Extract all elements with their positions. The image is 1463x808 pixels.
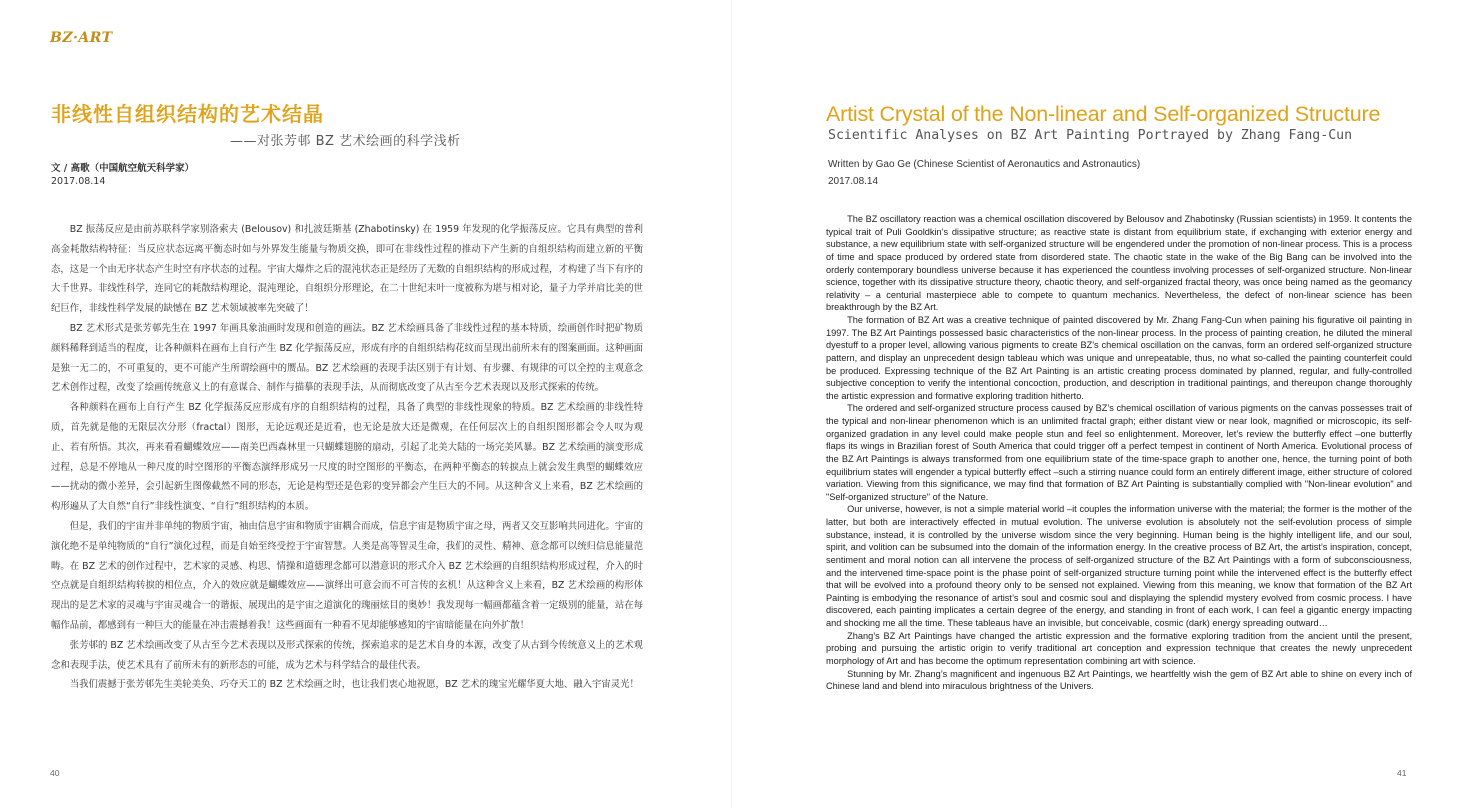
paragraph: The ordered and self-organized structure process caused by BZ’s chemical oscillation of various pigments on the canvas possesses trait of the typical and non-linear phenomenon which is an unlimited fractal graph; either distant view or near look, magnified or microscopic, its self-organized gradation in any level could make people stun and feel so enlightenment. Moreover, let’s review the butterfly effect –one butterfly flaps its wings in Brazilian forest of South America that could trigger off a perfect tempest in continent of North America. Evolutional process of the BZ Art Paintings is always transformed from one equilibrium state of the time-space graph to another one, hence, the turning point of both equilibrium states will engender a typical butterfly effect –such a stirring nuance could form an entirely different image, either structure of colored variation. Viewing from this significance, we may find that formation of BZ Art Painting is substantially complied with "Non-linear evolution" and "Self-organized structure" of the Nature. <box>826 403 1412 502</box>
paragraph: The formation of BZ Art was a creative technique of painted discovered by Mr. Zhang Fang-Cun when paining his figurative oil painting in 1997. The BZ Art Paintings possessed basic characteristics of the non-linear process. In the process of painting creation, he diluted the mineral dyestuff to a proper level, allowing various pigments to create BZ’s chemical oscillation on the canvas, form an ordered self-organized structure pattern, and display an unprecedent design tableau which was unique and unrepeatable, thus, no what so-called the painting counterfeit could be produced. Expressing technique of the BZ Art Painting is an artistic creating process dominated by planned, regular, and fully-controlled subjective conception to verify the intentional concoction, production, and description in traditional paintings, and thereupon change thoroughly the artistic expression and formative exploring tradition hitherto. <box>826 315 1412 401</box>
paragraph: 但是，我们的宇宙并非单纯的物质宇宙，袖由信息宇宙和物质宇宙耦合而成，信息宇宙是物质宇宙之母，两者又交互影响共同进化。宇宙的演化绝不是单纯物质的“自行”演化过程，而是自始至终受控于宇宙智慧。人类是高等智灵生命，我们的灵性、精神、意念都可以统归信息能量范畴。在 BZ 艺术的创作过程中，艺术家的灵感、构思、情操和道德理念都可以潜意识的形式介入 BZ 艺术绘画的自组织结构形成过程，介入的时空点就是自组织结构转捩的相位点，介入的效应就是蝴蝶效应——演绎出可意会而不可言传的玄机！从这种含义上来看，BZ 艺术绘画的构形体现出的是艺术家的灵魂与宇宙灵魂合一的谐振、展现出的是宇宙之道演化的瑰丽炫目的奥妙！我发现每一幅画都蕴含着一定级别的能量，站在每幅作品前，都感到有一种巨大的能量在冲击震撼着我！这些画面有一种看不见却能够感知的宇宙暗能量在向外扩散！ <box>51 520 643 631</box>
date-english: 2017.08.14 <box>828 176 879 187</box>
paragraph: 当我们震撼于张芳邨先生美轮美奂、巧夺天工的 BZ 艺术绘画之时，也让我们衷心地祝愿，BZ 艺术的瑰宝光耀华夏大地、融入宇宙灵光！ <box>69 679 639 691</box>
paragraph: BZ 振荡反应是由前苏联科学家别洛索夫 (Belousov) 和扎波廷斯基 (Zhabotinsky) 在 1959 年发现的化学振荡反应。它具有典型的普利高金耗散结构特征：当反应状态远离平衡态时如与外界发生能量与物质交换，即可在非线性过程的推动下产生新的自组织结构而建立新的平衡态，这是一个由无序状态产生时空有序状态的过程。宇宙大爆炸之后的混沌状态正是经历了无数的自组织结构的形成过程，才构建了当下有序的大千世界。非线性科学，连同它的耗散结构理论，混沌理论，自组织分形理论，在二十世纪末叶一度被称为堪与相对论，量子力学并肩比美的世纪巨作，非线性科学发展的缺憾在 BZ 艺术领域被率先突破了！ <box>51 224 643 315</box>
paragraph: 各种颜料在画布上自行产生 BZ 化学振荡反应形成有序的自组织结构的过程，具备了典型的非线性现象的特质。BZ 艺术绘画的非线性特质，首先就是他的无限层次分形（fractal）图形，无论远观还是近看，也无论是放大还是微观，在任何层次上的自组织图形都会令人叹为观止、若有所悟。其次，再来看看蝴蝶效应——南美巴西森林里一只蝴蝶翅膀的扇动，引起了北美大陆的一场完美风暴。BZ 艺术绘画的演变形成过程，总是不停地从一种尺度的时空图形的平衡态演绎形成另一尺度的时空图形的平衡态，在两种平衡态的转捩点上就会发生典型的蝴蝶效应——扰动的微小差异，会引起新生图像截然不同的形态，无论是构型还是色彩的变异都会产生巨大的不同。从这种含义上来看，BZ 艺术绘画的构形遍从了大自然“自行”非线性演变、“自行”组织结构的本质。 <box>51 402 643 513</box>
article-subtitle-english: Scientific Analyses on BZ Art Painting Portrayed by Zhang Fang-Cun <box>828 128 1353 143</box>
article-title-chinese: 非线性自组织结构的艺术结晶 <box>51 102 324 126</box>
paragraph: The BZ oscillatory reaction was a chemical oscillation discovered by Belousov and Zhabotinsky (Russian scientists) in 1959. It contents the typical trait of Puli Gooldkin’s dissipative structure; as reactive state is distant from equilibrium state, if exchanging with exterior energy and substance, a new equilibrium state with self-organized structure will be engendered under the promotion of non-linear process. This is a process of time and space produced by ordered state from disordered state. The chaotic state in the wake of the Big Bang can be involved into the orderly contemporary boundless universe because it has experienced the countless involving processes of self-organized structure. Non-linear science, together with its dissipative structure theory, chaotic theory, and self-organized fractal theory, was once being named as the geomancy relativity – a centurial masterpiece able to compete to quantum mechanics. Nevertheless, the defect of non-linear science has been breakthrough by the BZ Art. <box>826 214 1412 313</box>
article-subtitle-chinese: ——对张芳邨 BZ 艺术绘画的科学浅析 <box>230 134 461 149</box>
paragraph: 张芳邨的 BZ 艺术绘画改变了从古至今艺术表现以及形式探索的传统，探索追求的是艺术自身的本源，改变了从古到今传统意义上的艺术观念和表现手法，使艺术具有了前所未有的新形态的可能，成为艺术与科学结合的最佳代表。 <box>51 639 643 671</box>
left-page <box>0 0 731 808</box>
article-title-english: Artist Crystal of the Non-linear and Self-organized Structure <box>826 102 1381 126</box>
right-page <box>732 0 1463 808</box>
paragraph: BZ 艺术形式是张芳邨先生在 1997 年画具象油画时发现和创造的画法。BZ 艺术绘画具备了非线性过程的基本特质，绘画创作时把矿物质颜料稀释到适当的程度，让各种颜料在画布上自行产生 BZ 化学振荡反应，形成有序的自组织结构花纹而呈现出前所未有的图案画面。这种画面是独一无二的，不可重复的，更不可能产生所谓绘画中的赝品。BZ 艺术绘画的表现手法区别于有计划、有步骤、有规律的可以全控的主观意念艺术创作过程，改变了绘画传统意义上的有意谋合、制作与描摹的表现手法，从而彻底改变了从古至今艺术表现以及形式探索的传统。 <box>51 322 643 394</box>
paragraph: Our universe, however, is not a simple material world –it couples the information universe with the material; the former is the mother of the latter, but both are interactively effected in mutual evolution. The universe evolution is absolutely not the self-evolution process of simple substance, instead, it is controlled by the universe wisdom since the very beginning. Human being is the highly intelligent life, and our soul, spirit, and volition can be subsumed into the domain of the information energy. In the creative process of BZ Art, the artist’s inspiration, concept, sentiment and moral notion can all intervene the process of self-organized structure of the BZ Art Paintings with a form of subconsciousness, and the intervened time-space point is the phase point of self-organized structure turning point while the intervened effect is the butterfly effect that will be evolved into a profound theory only to be sensed not explained. Viewing from this meaning, we know that formation of the BZ Art Painting is embodying the resonance of artist’s soul and cosmic soul and displaying the splendid mystery evolved from cosmic process. I have discovered, each painting implicates a certain degree of the energy, and standing in front of each work, I can feel a gigantic energy impacting and shocking me all the time. These tableaus have an invisible, but conceivable, cosmic (dark) energy spreading outward… <box>826 504 1412 628</box>
brand-logo: BZ·ART <box>50 30 113 46</box>
page-number-left: 40 <box>50 768 60 778</box>
author-line-chinese: 文 / 高歌（中国航空航天科学家） <box>51 163 195 174</box>
page-number-right: 41 <box>1397 768 1407 778</box>
date-chinese: 2017.08.14 <box>51 176 106 187</box>
article-body-english <box>826 213 1412 693</box>
article-body-chinese <box>51 220 643 695</box>
paragraph: Stunning by Mr. Zhang’s magnificent and ingenuous BZ Art Paintings, we heartfeltly wish the gem of BZ Art able to shine on every inch of Chinese land and blend into miraculous brightness of the Univers. <box>826 668 1412 692</box>
author-line-english: Written by Gao Ge (Chinese Scientist of Aeronautics and Astronautics) <box>828 159 1141 170</box>
paragraph: Zhang’s BZ Art Paintings have changed the artistic expression and the formative exploring tradition from the ancient until the present, probing and pursuing the artistic origin to verify traditional art conception and expression technique that creates the newly unprecedent morphology of Art and has become the optimum representation combining art with science. <box>826 630 1412 666</box>
